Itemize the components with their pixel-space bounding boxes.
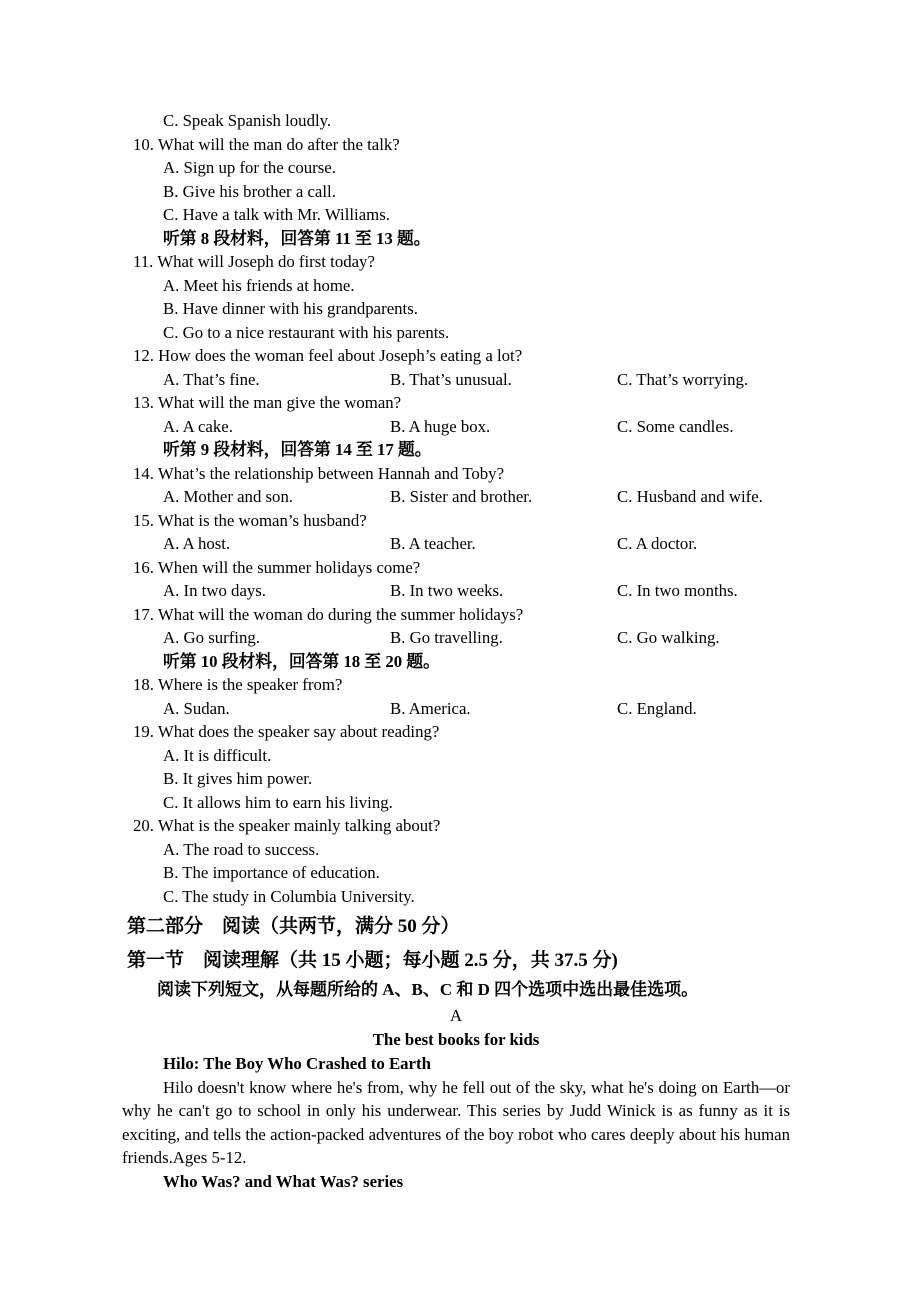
option-c: C. Husband and wife. (617, 487, 763, 506)
passage-paragraph: Hilo doesn't know where he's from, why he fell out of the sky, what he's doing on Earth—or why he can't go to school in only his underwear. This series by Judd Winick is as funny as it is exciting, and tells the action-packed adventures of the boy robot who cares deeply about his human friends.Ages 5-12. (122, 1077, 790, 1167)
listening-instruction: 听第 8 段材料，回答第 11 至 13 题。 (163, 228, 431, 248)
option-line: C. The study in Columbia University. (163, 886, 415, 906)
question-line: 14. What’s the relationship between Hannah and Toby? (133, 463, 505, 483)
question-line: 18. Where is the speaker from? (133, 675, 343, 694)
passage-title: The best books for kids (372, 1030, 540, 1049)
section-heading: 第一节 阅读理解（共 15 小题；每小题 2.5 分，共 37.5 分) (127, 950, 618, 971)
question-line: 19. What does the speaker say about reading? (133, 722, 440, 741)
option-line: A. Meet his friends at home. (163, 275, 355, 295)
question-line: 11. What will Joseph do first today? (133, 252, 375, 271)
option-a: A. That’s fine. (163, 369, 260, 389)
question-line: 20. What is the speaker mainly talking about? (133, 816, 441, 835)
option-line: C. Speak Spanish loudly. (163, 111, 332, 130)
option-b: B. A teacher. (390, 534, 476, 553)
option-c: C. That’s worrying. (617, 369, 749, 389)
option-b: B. In two weeks. (390, 581, 504, 600)
question-line: 17. What will the woman do during the summer holidays? (133, 604, 524, 624)
option-line: B. It gives him power. (163, 769, 313, 788)
question-line: 15. What is the woman’s husband? (133, 510, 367, 530)
option-a: A. Mother and son. (163, 487, 294, 506)
option-line: C. It allows him to earn his living. (163, 792, 393, 812)
section-heading: 第二部分 阅读（共两节，满分 50 分） (127, 916, 460, 937)
option-a: A. Go surfing. (163, 628, 260, 647)
options-row (122, 415, 790, 439)
reading-instruction: 阅读下列短文，从每题所给的 A、B、C 和 D 四个选项中选出最佳选项。 (157, 980, 699, 999)
option-b: B. Sister and brother. (390, 487, 533, 506)
question-line: 13. What will the man give the woman? (133, 393, 402, 412)
options-row (122, 579, 790, 603)
option-b: B. That’s unusual. (390, 369, 512, 389)
options-row (122, 532, 790, 556)
option-c: C. England. (617, 698, 697, 718)
option-c: C. Go walking. (617, 628, 720, 647)
option-line: C. Go to a nice restaurant with his parents. (163, 322, 450, 342)
options-row (122, 626, 790, 650)
option-line: B. The importance of education. (163, 863, 380, 882)
options-row (122, 697, 790, 721)
option-b: B. Go travelling. (390, 628, 503, 647)
option-a: A. Sudan. (163, 698, 230, 718)
option-c: C. A doctor. (617, 534, 698, 553)
listening-instruction: 听第 9 段材料，回答第 14 至 17 题。 (163, 440, 432, 459)
option-line: B. Give his brother a call. (163, 181, 336, 201)
option-a: A. A cake. (163, 416, 233, 436)
option-line: C. Have a talk with Mr. Williams. (163, 205, 390, 224)
question-line: 10. What will the man do after the talk? (133, 134, 400, 154)
listening-instruction: 听第 10 段材料，回答第 18 至 20 题。 (163, 651, 440, 671)
options-row (122, 368, 790, 392)
option-line: A. The road to success. (163, 839, 320, 859)
option-line: A. Sign up for the course. (163, 158, 336, 177)
option-c: C. In two months. (617, 581, 738, 600)
option-b: B. A huge box. (390, 416, 491, 436)
option-line: B. Have dinner with his grandparents. (163, 299, 418, 318)
document-content (122, 109, 790, 1193)
question-line: 16. When will the summer holidays come? (133, 557, 421, 577)
option-c: C. Some candles. (617, 416, 734, 436)
option-a: A. In two days. (163, 581, 267, 600)
question-line: 12. How does the woman feel about Joseph’s eating a lot? (133, 346, 523, 365)
option-a: A. A host. (163, 534, 231, 553)
options-row (122, 485, 790, 509)
option-b: B. America. (390, 698, 471, 718)
book-heading: Hilo: The Boy Who Crashed to Earth (163, 1054, 431, 1073)
passage-label: A (449, 1006, 463, 1025)
option-line: A. It is difficult. (163, 745, 272, 765)
book-heading: Who Was? and What Was? series (163, 1171, 404, 1191)
